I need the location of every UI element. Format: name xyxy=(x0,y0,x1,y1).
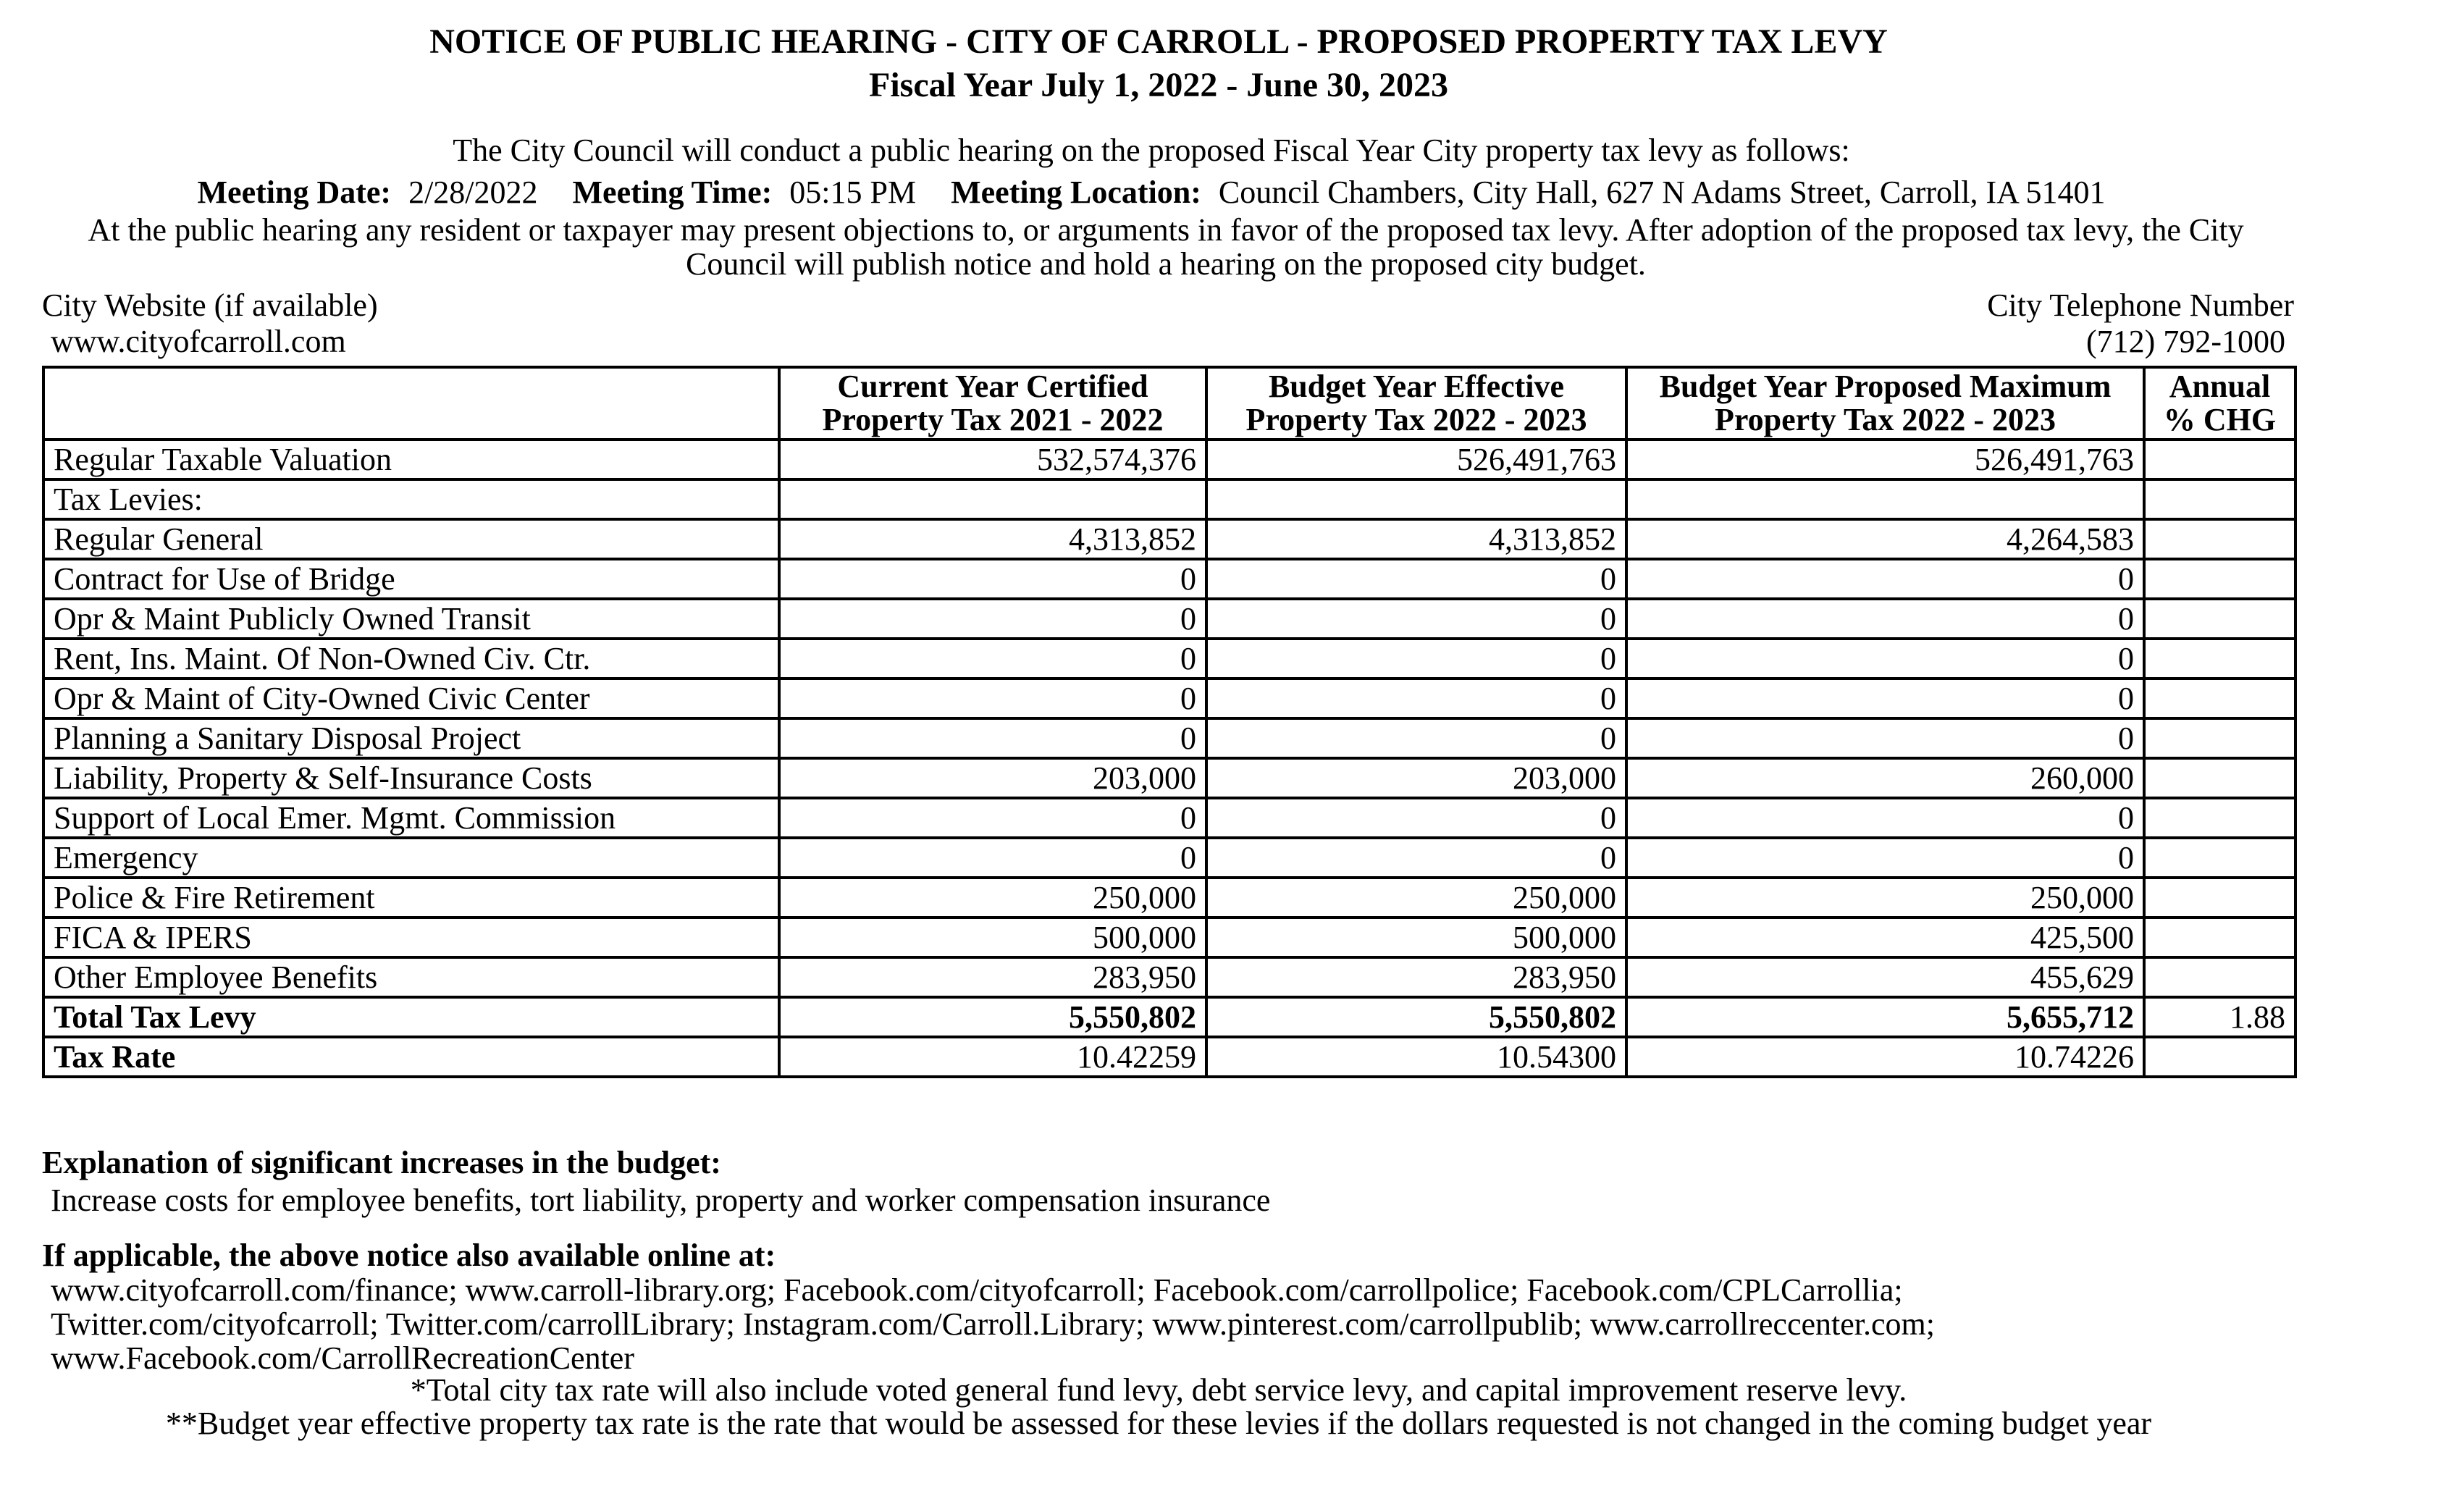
table-header-row xyxy=(43,367,2295,440)
meeting-date-label: Meeting Date: xyxy=(197,175,392,210)
table-row: Regular Taxable Valuation 532,574,376 526,491,763 526,491,763 xyxy=(43,440,2295,479)
online-links xyxy=(51,1273,2151,1375)
explanation-text: Increase costs for employee benefits, tort liability, property and worker compensation insurance xyxy=(51,1183,1271,1218)
online-links-line-1[interactable]: www.cityofcarroll.com/finance; www.carroll-library.org; Facebook.com/cityofcarroll; Facebook.com/carrollpolice; Facebook.com/CPLCarrollia; xyxy=(51,1272,1903,1308)
phone-label: City Telephone Number xyxy=(1987,287,2294,323)
header-budget-proposed: Budget Year Proposed Maximum Property Tax 2022 - 2023 xyxy=(1626,367,2144,440)
website-label: City Website (if available) xyxy=(42,287,378,323)
meeting-location-label: Meeting Location: xyxy=(951,175,1201,210)
meeting-date-value: 2/28/2022 xyxy=(408,175,538,210)
table-row: Tax Levies: xyxy=(43,479,2295,519)
explanation-heading: Explanation of significant increases in the budget: xyxy=(42,1145,721,1180)
table-row: FICA & IPERS 500,000 500,000 425,500 xyxy=(43,917,2295,957)
table-row: Regular General 4,313,852 4,313,852 4,264,583 xyxy=(43,519,2295,559)
table-row: Rent, Ins. Maint. Of Non-Owned Civ. Ctr. 0 0 0 xyxy=(43,639,2295,679)
tax-levy-table xyxy=(42,366,2297,1078)
table-row: Liability, Property & Self-Insurance Costs 203,000 203,000 260,000 xyxy=(43,758,2295,798)
table-row: Contract for Use of Bridge 0 0 0 xyxy=(43,559,2295,599)
header-annual-chg: Annual % CHG xyxy=(2144,367,2295,440)
online-links-line-2[interactable]: Twitter.com/cityofcarroll; Twitter.com/carrollLibrary; Instagram.com/Carroll.Library; www.pinterest.com/carrollpublib; www.carrollreccenter.com; xyxy=(51,1306,1935,1342)
online-heading: If applicable, the above notice also available online at: xyxy=(42,1238,776,1273)
meeting-location-value: Council Chambers, City Hall, 627 N Adams Street, Carroll, IA 51401 xyxy=(1218,175,2106,210)
table-row-tax-rate: Tax Rate 10.42259 10.54300 10.74226 xyxy=(43,1037,2295,1077)
meeting-time-value: 05:15 PM xyxy=(789,175,917,210)
meeting-time-label: Meeting Time: xyxy=(572,175,773,210)
header-budget-effective: Budget Year Effective Property Tax 2022 - 2023 xyxy=(1206,367,1626,440)
table-row: Police & Fire Retirement 250,000 250,000 250,000 xyxy=(43,878,2295,917)
header-blank xyxy=(43,367,779,440)
table-row-total-levy: Total Tax Levy 5,550,802 5,550,802 5,655,712 1.88 xyxy=(43,997,2295,1037)
table-row: Other Employee Benefits 283,950 283,950 455,629 xyxy=(43,957,2295,997)
hearing-text: At the public hearing any resident or taxpayer may present objections to, or arguments in favor of the proposed tax levy. After adoption of the proposed tax levy, the City Council will publish notice and hold a hearing on the proposed city budget. xyxy=(88,212,2244,282)
page-subtitle: Fiscal Year July 1, 2022 - June 30, 2023 xyxy=(869,66,1448,104)
page-title: NOTICE OF PUBLIC HEARING - CITY OF CARROLL - PROPOSED PROPERTY TAX LEVY xyxy=(429,22,1888,61)
intro-text: The City Council will conduct a public hearing on the proposed Fiscal Year City property tax levy as follows: xyxy=(453,133,1850,168)
table-row: Planning a Sanitary Disposal Project 0 0 0 xyxy=(43,718,2295,758)
online-links-line-3[interactable]: www.Facebook.com/CarrollRecreationCenter xyxy=(51,1340,634,1376)
table-body xyxy=(43,440,2295,1077)
meeting-details xyxy=(0,172,2303,213)
footnote-total-rate: *Total city tax rate will also include voted general fund levy, debt service levy, and capital improvement reserve levy. xyxy=(410,1372,1907,1408)
table-row: Emergency 0 0 0 xyxy=(43,838,2295,878)
table-row: Opr & Maint Publicly Owned Transit 0 0 0 xyxy=(43,599,2295,639)
footnote-effective-rate: **Budget year effective property tax rate is the rate that would be assessed for these levies if the dollars requested is not changed in the coming budget year xyxy=(165,1406,2152,1441)
website-link[interactable]: www.cityofcarroll.com xyxy=(51,324,346,359)
header-current-year: Current Year Certified Property Tax 2021 - 2022 xyxy=(779,367,1206,440)
table-row: Support of Local Emer. Mgmt. Commission 0 0 0 xyxy=(43,798,2295,838)
phone-value: (712) 792-1000 xyxy=(2086,324,2285,359)
table-row: Opr & Maint of City-Owned Civic Center 0 0 0 xyxy=(43,679,2295,718)
